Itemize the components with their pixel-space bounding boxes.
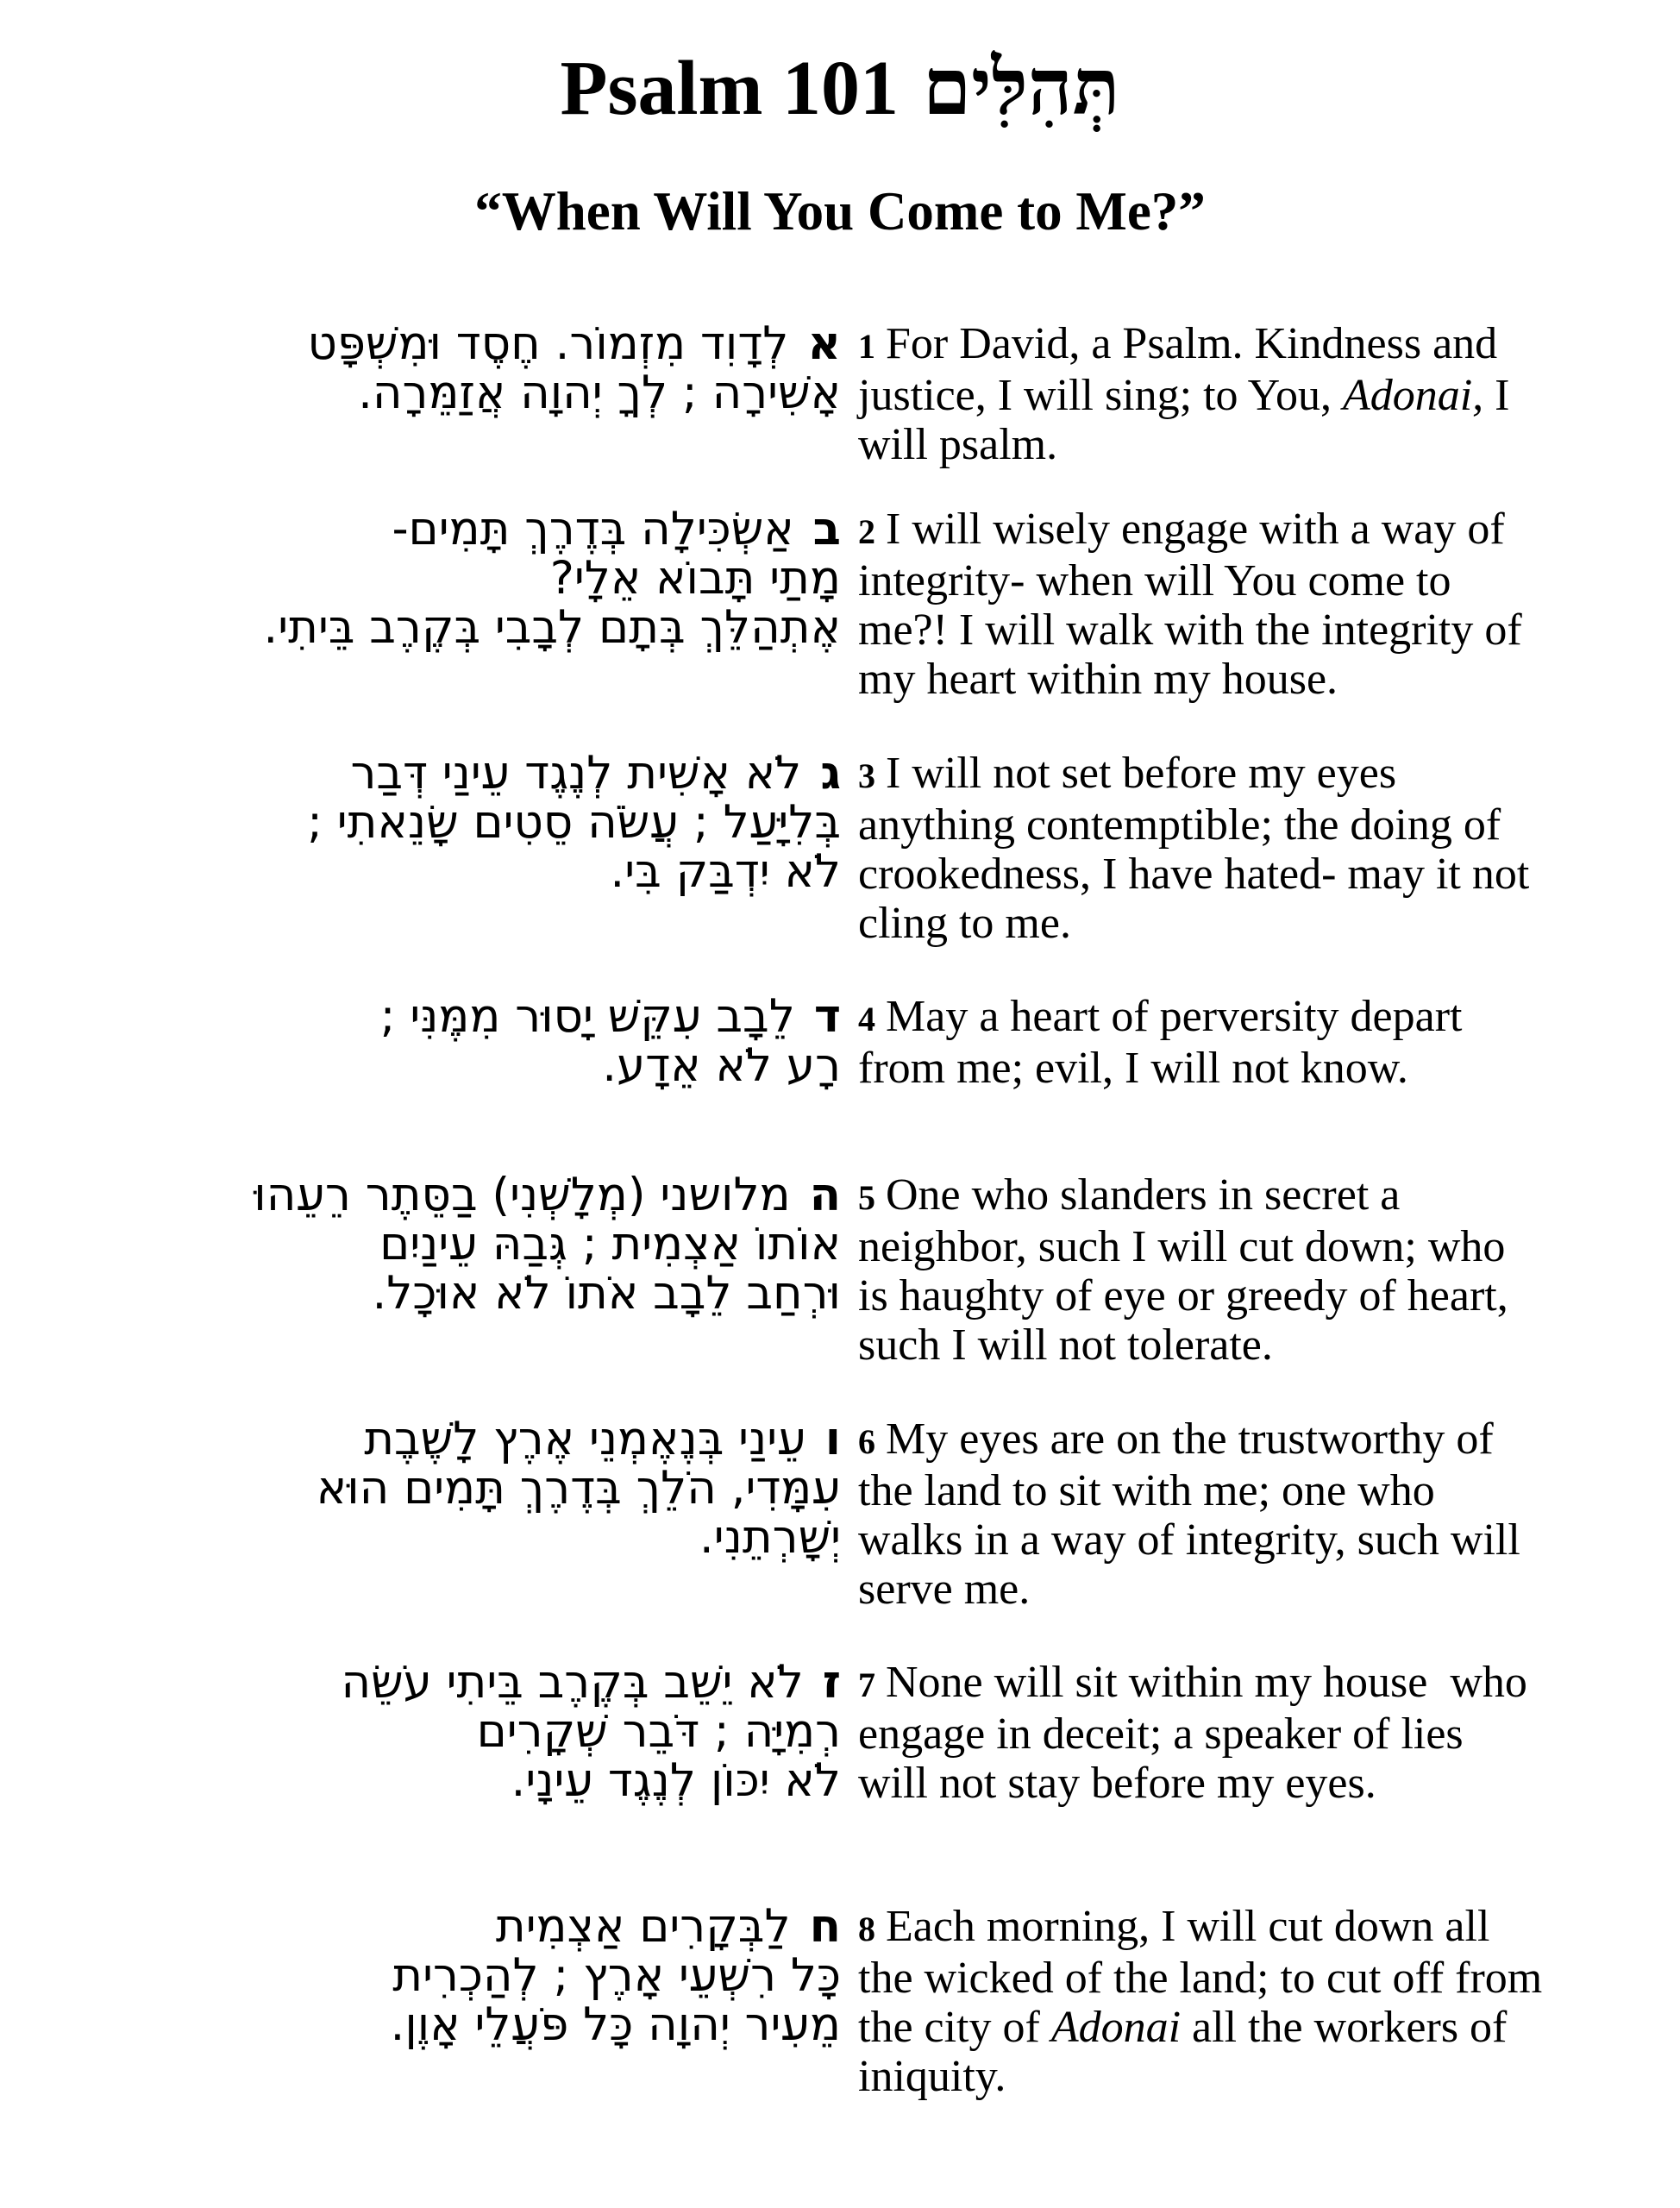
english-line: is haughty of eye or greedy of heart, [858, 1271, 1508, 1320]
verse-7-hebrew [60, 1658, 841, 1805]
hebrew-line: מֵעִיר יְהוָה כָּל פֹּעֲלֵי אָוֶן. [390, 1998, 841, 2051]
hebrew-line: לֹא יִכּוֹן לְנֶגֶד עֵינָי. [511, 1754, 841, 1807]
hebrew-verse-letter: א [807, 317, 841, 370]
verse-number: 2 [858, 512, 875, 551]
hebrew-line: אלְדָוִד מִזְמוֹר. חֶסֶד וּמִשְׁפָּט [307, 317, 841, 370]
hebrew-verse-letter: ה [809, 1169, 841, 1221]
verse-2-hebrew [60, 505, 841, 652]
english-line: iniquity. [858, 2052, 1006, 2101]
english-line: justice, I will sing; to You, Adonai, I [858, 371, 1510, 420]
hebrew-line: חלַבְּקָרִים אַצְמִית [495, 1900, 841, 1953]
verse-7-english [858, 1658, 1630, 1808]
english-line: me?! I will walk with the integrity of [858, 605, 1522, 655]
title-hebrew: תְּהִלִּים [922, 41, 1120, 133]
hebrew-verse-letter: ג [820, 747, 841, 800]
hebrew-verse-letter: ו [824, 1413, 841, 1465]
verse-number: 1 [858, 327, 875, 366]
divine-name-italic: Adonai, [1342, 371, 1484, 420]
english-line: the city of Adonai all the workers of [858, 2003, 1508, 2052]
english-line: serve me. [858, 1565, 1031, 1614]
english-line: 1 For David, a Psalm. Kindness and [858, 319, 1498, 368]
hebrew-line: יְשָׁרְתֵנִי. [699, 1511, 841, 1564]
verse-8-english [858, 1902, 1630, 2101]
verse-number: 6 [858, 1422, 875, 1461]
hebrew-line: אָשִׁירָה ; לְךָ יְהוָה אֲזַמֵּרָה. [358, 367, 841, 419]
verse-3-hebrew [60, 749, 841, 896]
verse-1-english [858, 319, 1630, 469]
hebrew-verse-letter: ז [822, 1656, 841, 1709]
hebrew-line: מָתַי תָּבוֹא אֵלָי? [549, 552, 841, 605]
verse-4-english [858, 992, 1630, 1093]
english-line: from me; evil, I will not know. [858, 1044, 1408, 1093]
hebrew-line: אוֹתוֹ אַצְמִית ; גְּבַהּ עֵינַיִם [379, 1218, 841, 1270]
english-line: 3 I will not set before my eyes [858, 749, 1397, 798]
verse-8-hebrew [60, 1902, 841, 2049]
hebrew-line: באַשְׂכִּילָה בְּדֶרֶךְ תָּמִים- [392, 503, 841, 555]
verse-5-hebrew [60, 1170, 841, 1318]
verse-number: 8 [858, 1910, 875, 1948]
english-line: will psalm. [858, 420, 1058, 469]
hebrew-line: המלושני (מְלָשְׁנִי) בַסֵּתֶר רֵעֵהוּ [254, 1169, 841, 1221]
english-line: 2 I will wisely engage with a way of [858, 505, 1505, 554]
hebrew-line: כָּל רִשְׁעֵי אָרֶץ ; לְהַכְרִית [392, 1949, 841, 2002]
english-line: cling to me. [858, 899, 1071, 948]
english-line: 5 One who slanders in secret a [858, 1170, 1401, 1220]
english-line: will not stay before my eyes. [858, 1759, 1376, 1808]
english-line: 4 May a heart of perversity depart [858, 992, 1463, 1041]
hebrew-verse-letter: ד [813, 990, 841, 1043]
english-line: anything contemptible; the doing of [858, 800, 1501, 850]
hebrew-verse-letter: ב [812, 503, 841, 555]
hebrew-verse-letter: ח [809, 1900, 841, 1953]
verse-number: 5 [858, 1178, 875, 1217]
verse-4-hebrew [60, 992, 841, 1090]
english-line: the wicked of the land; to cut off from [858, 1954, 1543, 2003]
english-line: the land to sit with me; one who [858, 1466, 1435, 1515]
english-line: such I will not tolerate. [858, 1320, 1273, 1370]
english-line: neighbor, such I will cut down; who [858, 1222, 1506, 1271]
english-line: 7 None will sit within my house who [858, 1658, 1527, 1707]
hebrew-line: ועֵינַי בְּנֶאֶמְנֵי אֶרֶץ לָשֶׁבֶת [364, 1413, 841, 1465]
english-line: crookedness, I have hated- may it not [858, 850, 1530, 899]
page-subtitle: “When Will You Come to Me?” [474, 181, 1206, 242]
verse-2-english [858, 505, 1630, 704]
hebrew-line: וּרְחַב לֵבָב אֹתוֹ לֹא אוּכָל. [372, 1267, 841, 1320]
verse-number: 4 [858, 1000, 875, 1038]
hebrew-line: לֹא יִדְבַּק בִּי. [610, 845, 841, 898]
english-line: walks in a way of integrity, such will [858, 1515, 1520, 1565]
english-line: 8 Each morning, I will cut down all [858, 1902, 1490, 1951]
hebrew-line: רָע לֹא אֵדָע. [602, 1039, 841, 1092]
verse-number: 3 [858, 756, 875, 795]
hebrew-line: אֶתְהַלֵּךְ בְּתָם לְבָבִי בְּקֶרֶב בֵּיתִי. [263, 601, 841, 654]
hebrew-line: רְמִיָּה ; דֹּבֵר שְׁקָרִים [476, 1705, 841, 1758]
divine-name-italic: Adonai [1050, 2003, 1182, 2052]
verse-6-english [858, 1414, 1630, 1614]
verse-6-hebrew [60, 1414, 841, 1562]
hebrew-line: זלֹא יֵשֵׁב בְּקֶרֶב בֵּיתִי עֹשֵׂה [341, 1656, 841, 1709]
english-line: my heart within my house. [858, 655, 1338, 704]
title-english: Psalm 101 [560, 46, 899, 131]
hebrew-line: בְּלִיָּעַל ; עֲשֹׂה סֵטִים שָׂנֵאתִי ; [307, 796, 841, 849]
english-line: 6 My eyes are on the trustworthy of [858, 1414, 1494, 1464]
verse-number: 7 [858, 1665, 875, 1704]
hebrew-line: גלֹא אָשִׁית לְנֶגֶד עֵינַי דְּבַר [350, 747, 841, 800]
verse-5-english [858, 1170, 1630, 1370]
page-title [0, 31, 1680, 145]
english-line: engage in deceit; a speaker of lies [858, 1709, 1464, 1759]
verse-3-english [858, 749, 1630, 948]
hebrew-line: עִמָּדִי, הֹלֵךְ בְּדֶרֶךְ תָּמִים הוּא [316, 1462, 841, 1515]
hebrew-line: דלֵבָב עִקֵּשׁ יָסוּר מִמֶּנִּי ; [379, 990, 841, 1043]
verse-1-hebrew [60, 319, 841, 417]
english-line: integrity- when will You come to [858, 556, 1451, 605]
